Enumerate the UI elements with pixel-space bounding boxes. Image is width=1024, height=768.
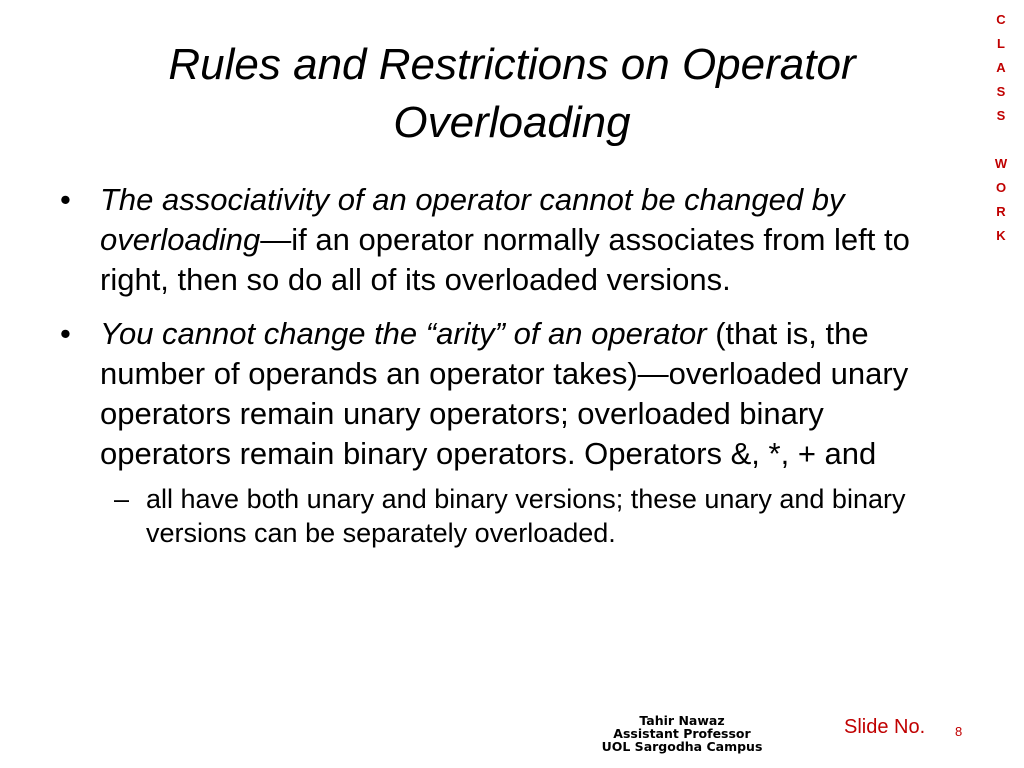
slide-number-label: Slide No. (844, 716, 926, 738)
bullet-marker: • (60, 182, 71, 217)
sub-bullet-item (58, 482, 958, 550)
side-letter: W (994, 156, 1008, 171)
sub-bullet-marker: – (114, 484, 130, 514)
bullet-italic-text: You cannot change the “arity” of an operator (100, 316, 707, 351)
author-position: Assistant Professor (613, 726, 751, 741)
side-letter: S (996, 84, 1006, 99)
bullet-text: (that is, the number of operands an operator takes)—overloaded unary operators remain unary operators; overloaded binary operators remain binary operators. Operators &, *, + and (100, 316, 909, 471)
side-letter: R (996, 204, 1006, 219)
author-credit (572, 714, 792, 753)
author-name: Tahir Nawaz (639, 713, 725, 728)
author-campus: UOL Sargodha Campus (601, 739, 763, 754)
slide-body (58, 180, 958, 550)
side-letter: L (997, 36, 1005, 51)
bullet-marker: • (60, 316, 71, 351)
class-work-label (990, 8, 1012, 248)
side-letter: S (996, 108, 1006, 123)
slide-number: 8 (955, 724, 963, 739)
sub-bullet-text: all have both unary and binary versions; these unary and binary versions can be separately overloaded. (146, 484, 906, 548)
bullet-item (58, 180, 958, 300)
side-letter: K (996, 228, 1006, 243)
side-letter: O (995, 180, 1007, 195)
bullet-text: —if an operator normally associates from left to right, then so do all of its overloaded versions. (100, 222, 910, 297)
side-letter: A (996, 60, 1006, 75)
title-line-1: Rules and Restrictions on Operator (168, 40, 856, 89)
side-letter: C (996, 12, 1006, 27)
slide-title (80, 36, 944, 152)
title-line-2: Overloading (393, 98, 631, 147)
bullet-item (58, 314, 958, 474)
bullet-italic-text: The associativity of an operator cannot be changed by overloading (100, 182, 845, 257)
